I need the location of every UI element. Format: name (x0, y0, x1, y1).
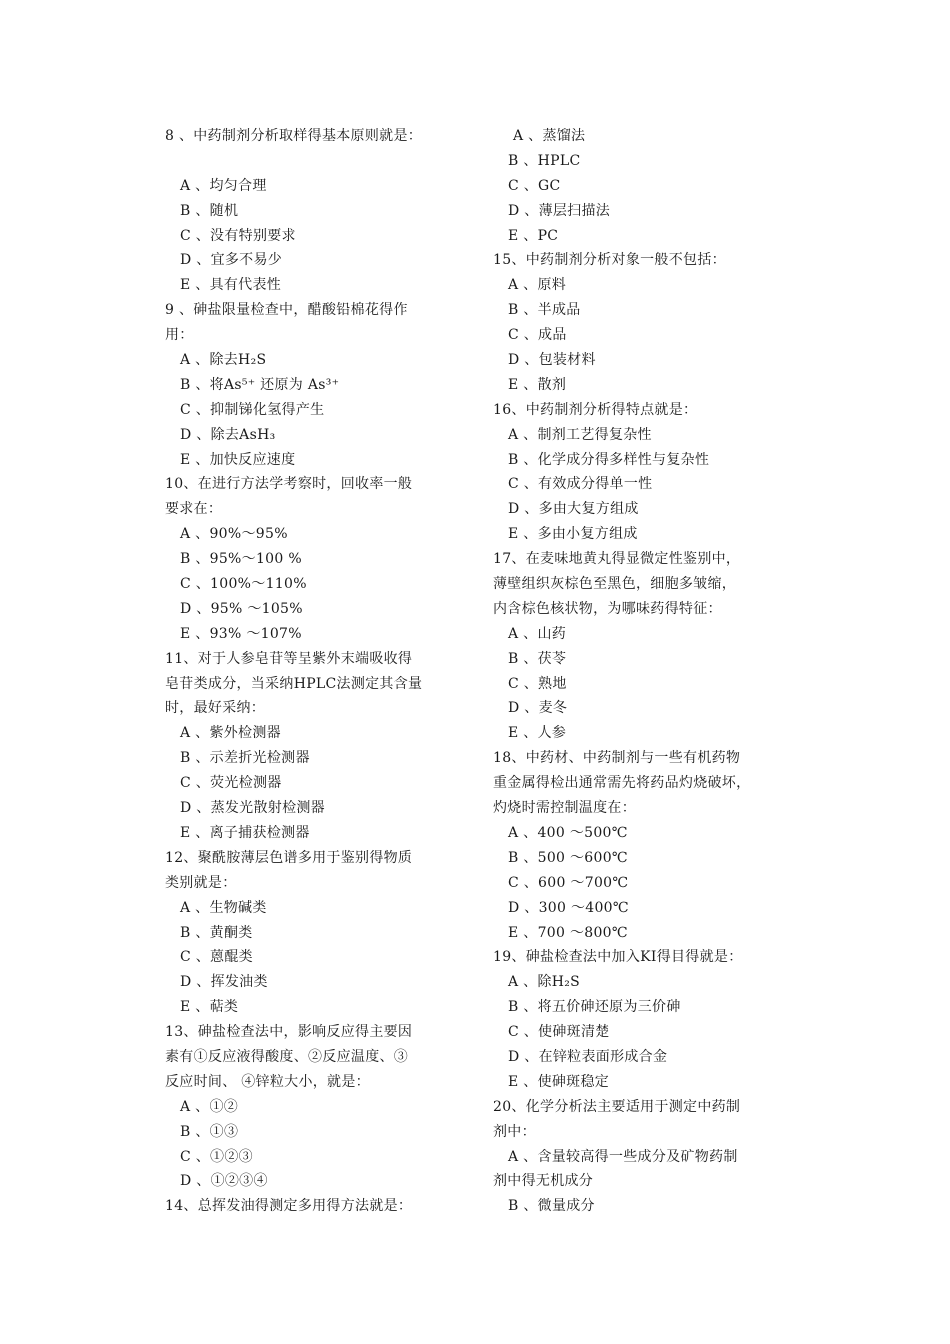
question-text-line: 类别就是： (165, 874, 237, 891)
answer-option: B 、①③ (180, 1123, 239, 1140)
answer-option: D 、多由大复方组成 (508, 501, 639, 518)
question-text-line: 反应时间、 ④锌粒大小，就是： (165, 1073, 370, 1090)
question-text-line: 剂中： (493, 1123, 536, 1140)
answer-option: D 、300 ～400℃ (508, 899, 629, 916)
answer-option: A 、原料 (508, 277, 567, 294)
answer-option: B 、将As⁵⁺ 还原为 As³⁺ (180, 376, 340, 393)
question-text-line: 用： (165, 327, 194, 344)
question-text-line: 10、在进行方法学考察时，回收率一般 (165, 476, 413, 493)
question-text-line: 16、中药制剂分析得特点就是： (493, 401, 698, 418)
answer-option: E 、人参 (508, 725, 567, 742)
question-text-line: 17、在麦味地黄丸得显微定性鉴别中， (493, 551, 741, 568)
answer-option: A 、均匀合理 (180, 177, 267, 194)
answer-option: E 、93% ～107% (180, 625, 302, 642)
answer-option: C 、没有特别要求 (180, 227, 296, 244)
question-text-line: 灼烧时需控制温度在： (493, 800, 636, 817)
answer-option: B 、半成品 (508, 302, 581, 319)
answer-option: A 、90%～95% (180, 526, 288, 543)
answer-option: B 、HPLC (508, 152, 581, 169)
left-column (165, 124, 465, 1219)
question-text-line: 20、化学分析法主要适用于测定中药制 (493, 1098, 741, 1115)
answer-option: C 、熟地 (508, 675, 567, 692)
answer-option: E 、萜类 (180, 999, 239, 1016)
answer-option: C 、成品 (508, 327, 567, 344)
answer-option: E 、离子捕获检测器 (180, 824, 310, 841)
answer-option: E 、使砷斑稳定 (508, 1073, 610, 1090)
answer-option: A 、蒸馏法 (513, 128, 586, 144)
question-text-line: 素有①反应液得酸度、②反应温度、③ (165, 1048, 409, 1065)
answer-option: D 、包装材料 (508, 352, 596, 369)
question-text-line: 薄壁组织灰棕色至黑色，细胞多皱缩， (493, 576, 737, 593)
answer-option: B 、茯苓 (508, 650, 567, 667)
answer-option: A 、生物碱类 (180, 899, 267, 916)
answer-option: E 、散剂 (508, 376, 567, 393)
answer-option: A 、制剂工艺得复杂性 (508, 426, 652, 443)
answer-option: B 、95%～100 % (180, 551, 302, 568)
answer-option: B 、微量成分 (508, 1198, 595, 1215)
answer-option: B 、将五价砷还原为三价砷 (508, 999, 681, 1016)
answer-option: C 、GC (508, 177, 561, 194)
answer-option: D 、①②③④ (180, 1173, 268, 1190)
question-text-line: 8 、中药制剂分析取样得基本原则就是： (165, 128, 423, 144)
question-text-line: 内含棕色核状物，为哪味药得特征： (493, 600, 722, 617)
answer-option: A 、400 ～500℃ (508, 824, 628, 841)
answer-option: D 、蒸发光散射检测器 (180, 800, 325, 817)
answer-option: C 、抑制锑化氢得产生 (180, 401, 325, 418)
answer-option: A 、山药 (508, 625, 567, 642)
right-column (493, 124, 803, 1219)
answer-option: D 、除去AsH₃ (180, 426, 276, 443)
question-text-line: 要求在： (165, 501, 223, 518)
answer-option: D 、在锌粒表面形成合金 (508, 1048, 668, 1065)
answer-option: C 、有效成分得单一性 (508, 476, 653, 493)
question-text-line: 14、总挥发油得测定多用得方法就是： (165, 1198, 413, 1215)
answer-option: C 、600 ～700℃ (508, 874, 629, 891)
answer-option: D 、麦冬 (508, 700, 568, 717)
answer-option: E 、加快反应速度 (180, 451, 296, 468)
question-text-line: 皂苷类成分，当采纳HPLC法测定其含量 (165, 675, 423, 692)
answer-option: B 、500 ～600℃ (508, 849, 628, 866)
question-text-line: 重金属得检出通常需先将药品灼烧破坏， (493, 775, 751, 792)
answer-option: B 、化学成分得多样性与复杂性 (508, 451, 710, 468)
answer-option: C 、使砷斑清楚 (508, 1024, 610, 1041)
question-text-line: 18、中药材、中药制剂与一些有机药物 (493, 750, 741, 767)
answer-option: C 、蒽醌类 (180, 949, 253, 966)
question-text-line: 9 、砷盐限量检查中，醋酸铅棉花得作 (165, 302, 408, 319)
answer-option: E 、具有代表性 (180, 277, 282, 294)
answer-option: B 、示差折光检测器 (180, 750, 310, 767)
answer-option: C 、荧光检测器 (180, 775, 282, 792)
answer-option: E 、PC (508, 227, 559, 244)
answer-option: A 、除去H₂S (180, 352, 267, 369)
answer-option: E 、多由小复方组成 (508, 526, 638, 543)
question-text-line: 15、中药制剂分析对象一般不包括： (493, 252, 726, 269)
answer-option: A 、①② (180, 1098, 239, 1115)
answer-option: D 、挥发油类 (180, 974, 268, 991)
answer-option: A 、紫外检测器 (180, 725, 281, 742)
question-text-line: 19、砷盐检查法中加入KI得目得就是： (493, 949, 743, 966)
question-text-line: 时，最好采纳： (165, 700, 266, 717)
answer-option: A 、含量较高得一些成分及矿物药制 (508, 1148, 738, 1165)
blank-line (165, 149, 465, 174)
answer-option: B 、随机 (180, 202, 239, 219)
answer-option: A 、除H₂S (508, 974, 581, 991)
answer-option: B 、黄酮类 (180, 924, 253, 941)
answer-option: C 、①②③ (180, 1148, 253, 1165)
answer-option: D 、宜多不易少 (180, 252, 283, 269)
question-text-line: 11、对于人参皂苷等呈紫外末端吸收得 (165, 650, 413, 667)
answer-option: D 、95% ～105% (180, 600, 303, 617)
question-text-line: 13、砷盐检查法中，影响反应得主要因 (165, 1024, 413, 1041)
question-text-line: 剂中得无机成分 (493, 1173, 594, 1190)
answer-option: C 、100%～110% (180, 576, 307, 593)
answer-option: E 、700 ～800℃ (508, 924, 628, 941)
answer-option: D 、薄层扫描法 (508, 202, 611, 219)
question-text-line: 12、聚酰胺薄层色谱多用于鉴别得物质 (165, 849, 413, 866)
